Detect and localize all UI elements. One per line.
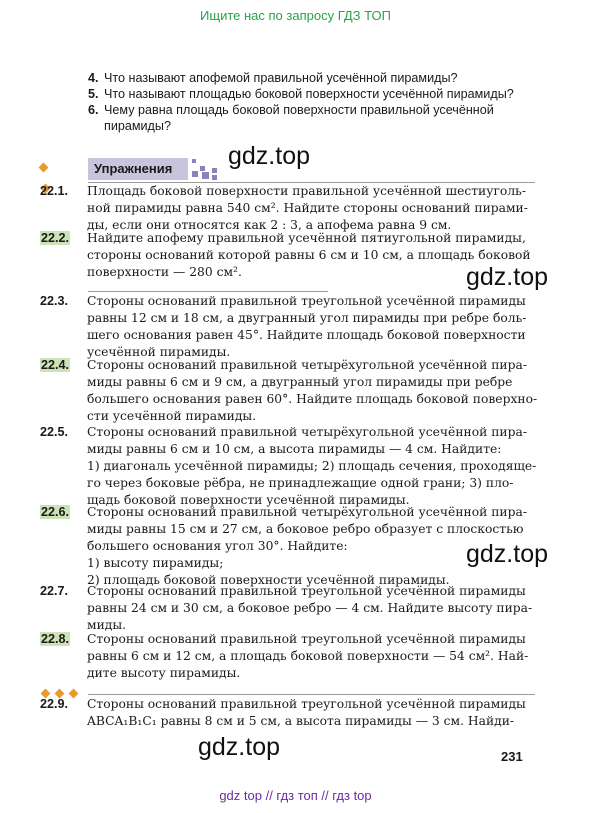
problem-22-2 <box>40 230 532 281</box>
problem-number: 22.7. <box>40 584 69 598</box>
problem-22-5 <box>40 424 537 509</box>
footer-link[interactable]: gdz top // гдз топ // гдз top <box>219 788 372 803</box>
divider <box>88 694 535 695</box>
watermark: gdz.top <box>466 540 549 568</box>
problem-22-6 <box>40 504 532 589</box>
watermark: gdz.top <box>198 733 281 761</box>
problem-22-9 <box>40 696 532 730</box>
problem-22-1 <box>40 183 532 234</box>
problem-text: Стороны оснований правильной треугольной усечённой пирамиды равны 24 см и 30 см, а боковое ребро — 4 см. Найдите высоту пира- миды. <box>87 584 533 633</box>
problem-22-8 <box>40 631 532 682</box>
divider <box>88 291 328 292</box>
diamond-icon <box>39 163 49 173</box>
problem-22-3 <box>40 293 532 361</box>
question-text: Что называют апофемой правильной усечённой пирамиды? <box>104 71 458 85</box>
watermark: gdz.top <box>466 263 549 291</box>
problem-22-4 <box>40 357 538 425</box>
question-text: Чему равна площадь боковой поверхности правильной усечённой <box>104 103 494 117</box>
question-item <box>88 70 533 86</box>
problem-number: 22.2. <box>41 231 70 245</box>
problem-text: Стороны оснований правильной четырёхугольной усечённой пира- миды равны 15 см и 27 см, а боковое ребро образует с плоскостью большего основания угол 30°. Найдите: 1) высоту пирамиды; 2) площадь боковой поверхности усечённой пирамиды. <box>87 505 527 588</box>
question-item <box>88 102 533 134</box>
problem-number: 22.6. <box>41 505 70 519</box>
page-number: 231 <box>501 749 523 764</box>
review-questions <box>88 70 533 134</box>
problem-number: 22.1. <box>40 184 69 198</box>
problem-text: Найдите апофему правильной усечённой пятиугольной пирамиды, стороны оснований которой равны 6 см и 10 см, а площадь боковой поверхности — 280 см². <box>87 231 531 280</box>
question-number: 4. <box>88 71 99 85</box>
problem-22-7 <box>40 583 532 634</box>
problem-text: Площадь боковой поверхности правильной усечённой шестиуголь- ной пирамиды равна 540 см². Найдите стороны оснований пирами- ды, если они относятся как 2 : 3, а апофема равна 9 см. <box>87 184 528 233</box>
top-banner: Ищите нас по запросу ГДЗ ТОП <box>200 8 391 23</box>
problem-text: Стороны оснований правильной четырёхугольной усечённой пира- миды равны 6 см и 9 см, а двугранный угол пирамиды при ребре большего основания равен 60°. Найдите площадь боковой поверхно- сти усечённой пирамиды. <box>87 358 538 424</box>
problem-number: 22.5. <box>40 425 69 439</box>
question-number: 5. <box>88 87 99 101</box>
problem-number: 22.8. <box>41 632 70 646</box>
question-number: 6. <box>88 103 99 117</box>
problem-text: Стороны оснований правильной четырёхугольной усечённой пира- миды равны 6 см и 10 см, а высота пирамиды — 4 см. Найдите: 1) диагональ усечённой пирамиды; 2) площадь сечения, проходяще- го через боковые рёбра, не принадлежащие одной грани; 3) пло- щадь боковой поверхности усечённой пирамиды. <box>87 425 537 508</box>
watermark: gdz.top <box>228 142 311 170</box>
problem-text: Стороны оснований правильной треугольной усечённой пирамиды равны 12 см и 18 см, а двугранный угол пирамиды при ребре боль- шего основания равен 45°. Найдите площадь боковой поверхности усечённой пирамиды. <box>87 294 527 360</box>
section-title: Упражнения <box>88 158 188 180</box>
problem-number: 22.4. <box>41 358 70 372</box>
question-item <box>88 86 533 102</box>
problem-text: Стороны оснований правильной треугольной усечённой пирамиды равны 6 см и 12 см, а площадь боковой поверхности — 54 см². Най- дите высоту пирамиды. <box>87 632 529 681</box>
problem-number: 22.3. <box>40 294 69 308</box>
problem-text: Стороны оснований правильной треугольной усечённой пирамиды ABCA₁B₁C₁ равны 8 см и 5 см, а высота пирамиды — 3 см. Найди- <box>87 697 526 729</box>
question-text: Что называют площадью боковой поверхности усечённой пирамиды? <box>104 87 514 101</box>
question-text: пирамиды? <box>104 119 171 133</box>
problem-number: 22.9. <box>40 697 69 711</box>
